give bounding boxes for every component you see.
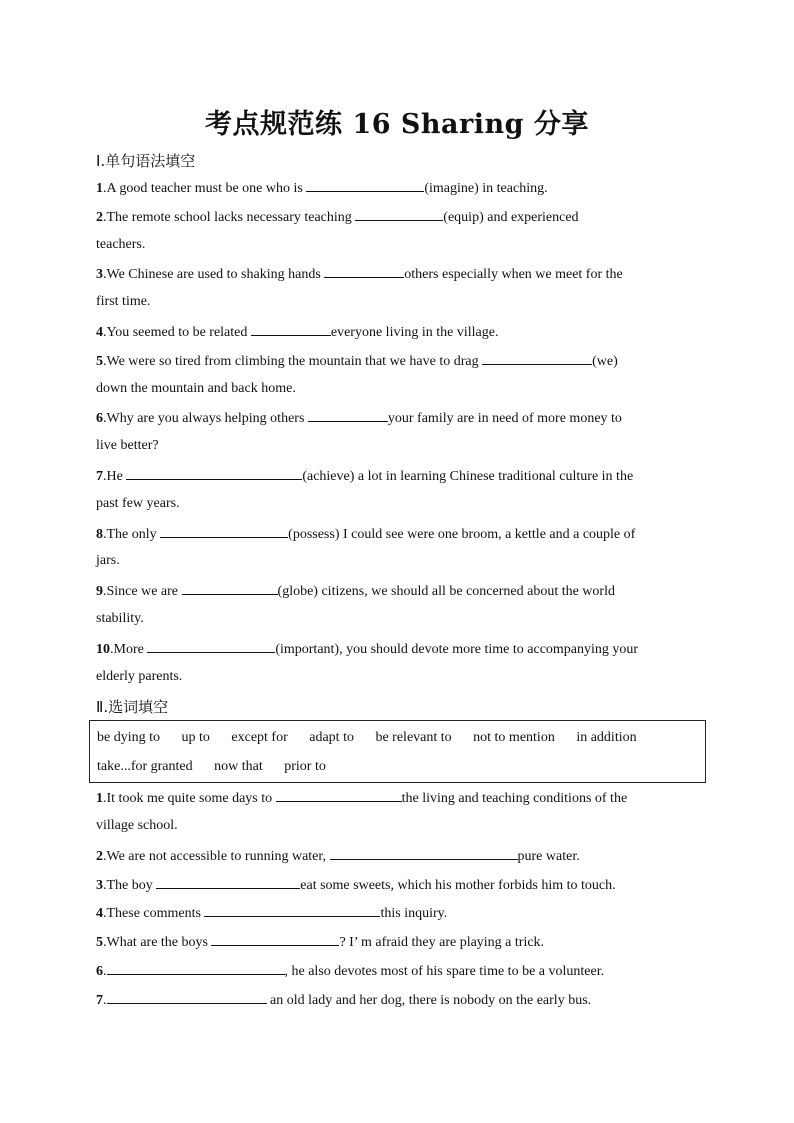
word-option: adapt to: [309, 730, 354, 745]
grammar-item-2: 2.The remote school lacks necessary teaching (equip) and experienced: [96, 210, 579, 225]
answer-blank[interactable]: [324, 265, 404, 278]
word-option: take...for granted: [97, 759, 193, 774]
word-bank-row-1: [97, 730, 655, 746]
word-choice-item-1-cont: village school.: [96, 818, 178, 833]
word-bank-box: [89, 720, 706, 783]
answer-blank[interactable]: [330, 847, 518, 860]
grammar-item-10: 10.More (important), you should devote more time to accompanying your: [96, 642, 639, 657]
word-option: now that: [214, 759, 263, 774]
answer-blank[interactable]: [276, 789, 402, 802]
grammar-item-3: 3.We Chinese are used to shaking hands others especially when we meet for the: [96, 267, 623, 282]
word-choice-item-3: 3.The boy eat some sweets, which his mother forbids him to touch.: [96, 878, 616, 893]
word-bank-row-2: [97, 759, 344, 775]
word-choice-item-2: 2.We are not accessible to running water, pure water.: [96, 849, 580, 864]
answer-blank[interactable]: [204, 904, 380, 917]
answer-blank[interactable]: [107, 962, 285, 975]
grammar-item-7: 7.He (achieve) a lot in learning Chinese traditional culture in the: [96, 469, 634, 484]
word-option: in addition: [576, 730, 637, 745]
word-option: be relevant to: [375, 730, 452, 745]
word-choice-item-5: 5.What are the boys ? I’ m afraid they are playing a trick.: [96, 935, 545, 950]
answer-blank[interactable]: [211, 933, 339, 946]
word-option: not to mention: [473, 730, 555, 745]
grammar-item-9: 9.Since we are (globe) citizens, we should all be concerned about the world: [96, 584, 615, 599]
word-option: up to: [181, 730, 210, 745]
answer-blank[interactable]: [126, 467, 302, 480]
answer-blank[interactable]: [156, 876, 300, 889]
grammar-item-5-cont: down the mountain and back home.: [96, 381, 296, 396]
grammar-item-8: 8.The only (possess) I could see were one broom, a kettle and a couple of: [96, 527, 636, 542]
word-choice-item-6: 6. , he also devotes most of his spare time to be a volunteer.: [96, 964, 605, 979]
word-choice-item-1: 1.It took me quite some days to the living and teaching conditions of the: [96, 791, 628, 806]
answer-blank[interactable]: [182, 582, 278, 595]
grammar-item-9-cont: stability.: [96, 611, 144, 626]
page-title: 考点规范练 16 Sharing 分享: [205, 109, 589, 140]
grammar-item-8-cont: jars.: [96, 553, 120, 568]
answer-blank[interactable]: [355, 208, 443, 221]
word-choice-item-7: 7. an old lady and her dog, there is nobody on the early bus.: [96, 993, 592, 1008]
answer-blank[interactable]: [147, 640, 275, 653]
answer-blank[interactable]: [482, 352, 592, 365]
answer-blank[interactable]: [107, 991, 267, 1004]
word-choice-item-4: 4.These comments this inquiry.: [96, 906, 448, 921]
word-option: except for: [231, 730, 288, 745]
answer-blank[interactable]: [306, 179, 424, 192]
grammar-item-4: 4.You seemed to be related everyone living in the village.: [96, 325, 499, 340]
grammar-item-6: 6.Why are you always helping others your family are in need of more money to: [96, 411, 622, 426]
answer-blank[interactable]: [251, 323, 331, 336]
grammar-item-3-cont: first time.: [96, 294, 151, 309]
grammar-item-1: 1.A good teacher must be one who is (imagine) in teaching.: [96, 181, 548, 196]
grammar-item-5: 5.We were so tired from climbing the mountain that we have to drag (we): [96, 354, 618, 369]
section-heading-word-choice: Ⅱ.选词填空: [96, 698, 169, 716]
answer-blank[interactable]: [308, 409, 388, 422]
grammar-item-2-cont: teachers.: [96, 237, 146, 252]
grammar-item-10-cont: elderly parents.: [96, 669, 183, 684]
word-option: prior to: [284, 759, 326, 774]
grammar-item-7-cont: past few years.: [96, 496, 180, 511]
section-heading-grammar: Ⅰ.单句语法填空: [96, 152, 196, 170]
answer-blank[interactable]: [160, 525, 288, 538]
word-option: be dying to: [97, 730, 160, 745]
grammar-item-6-cont: live better?: [96, 438, 159, 453]
